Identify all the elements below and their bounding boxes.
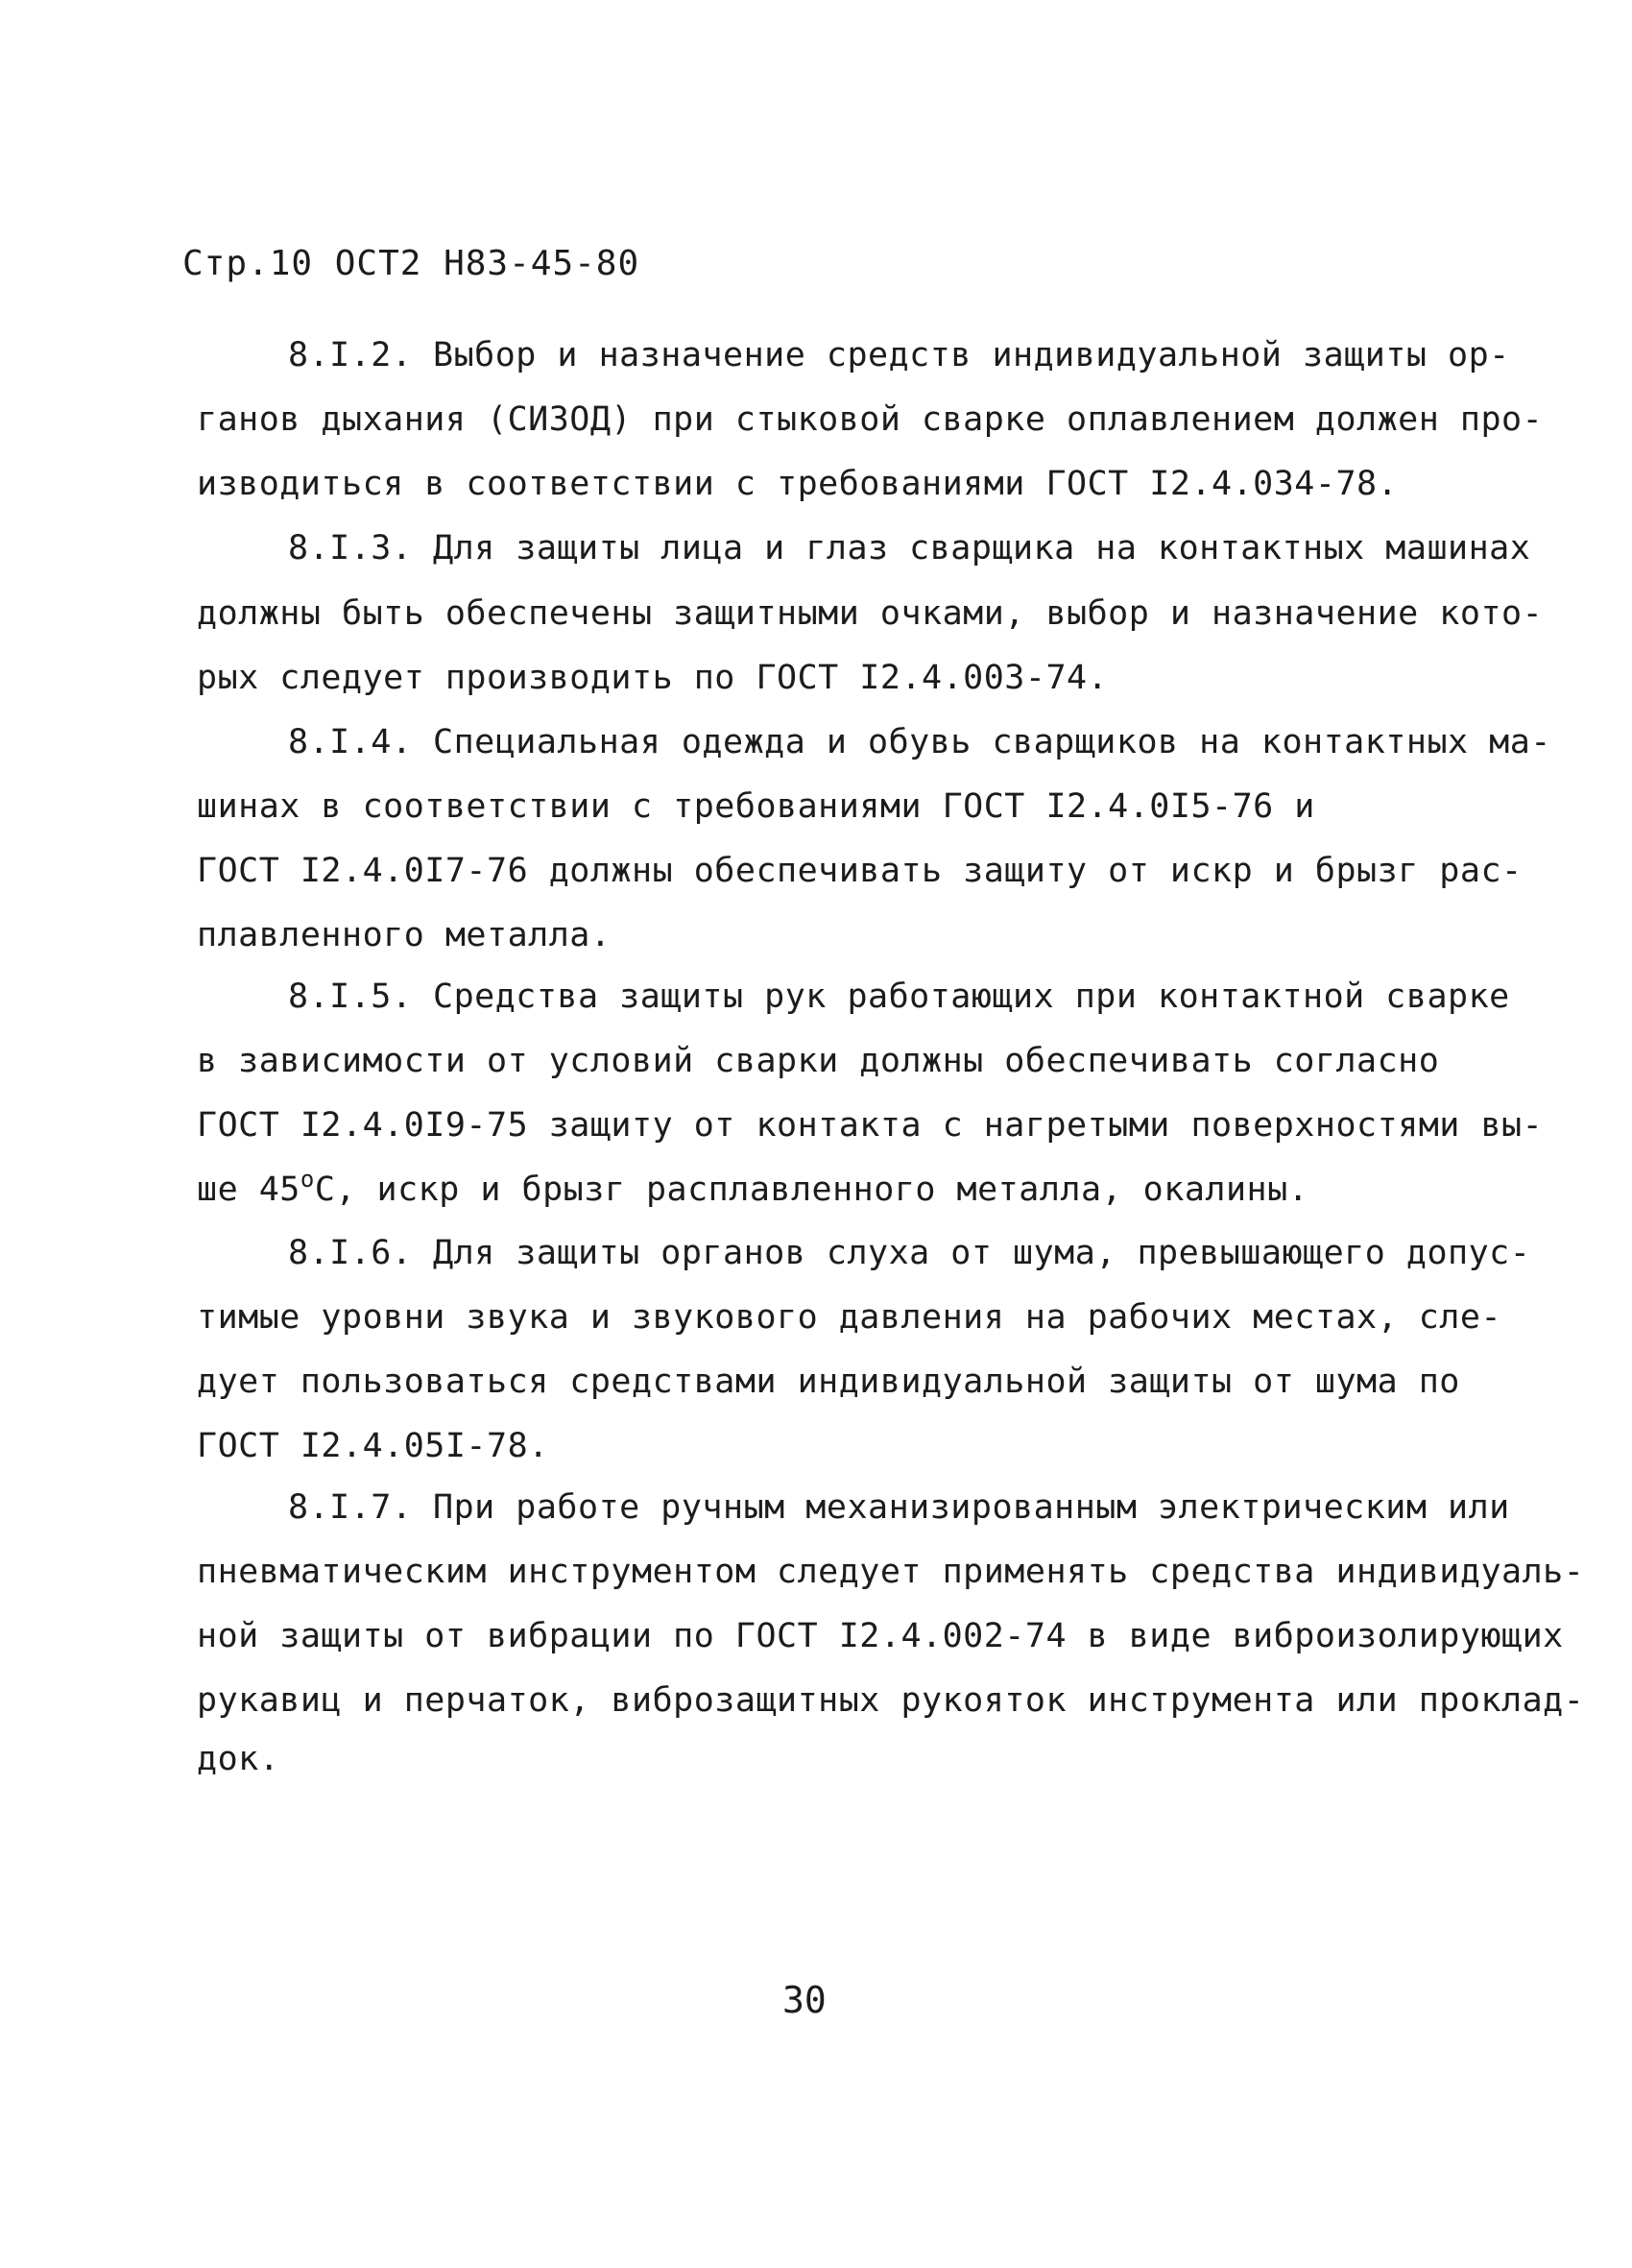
paragraph-8-1-7-line-4: рукавиц и перчаток, виброзащитных рукояток инструмента или проклад-	[197, 1681, 1585, 1720]
paragraph-8-1-5-line-4-start: ше 45	[197, 1170, 300, 1209]
paragraph-8-1-5-line-1: 8.I.5. Средства защиты рук работающих при контактной сварке	[288, 977, 1510, 1016]
paragraph-8-1-6-line-1: 8.I.6. Для защиты органов слуха от шума, превышающего допус-	[288, 1234, 1531, 1272]
paragraph-8-1-5-line-4-end: С, искр и брызг расплавленного металла, окалины.	[314, 1170, 1309, 1209]
paragraph-8-1-4-line-4: плавленного металла.	[197, 916, 612, 954]
paragraph-8-1-4-line-2: шинах в соответствии с требованиями ГОСТ I2.4.0I5-76 и	[197, 787, 1315, 826]
paragraph-8-1-5-line-4	[197, 1166, 1308, 1214]
paragraph-8-1-6-line-4: ГОСТ I2.4.05I-78.	[197, 1427, 549, 1465]
paragraph-8-1-5-line-2: в зависимости от условий сварки должны обеспечивать согласно	[197, 1042, 1440, 1080]
paragraph-8-1-6-line-2: тимые уровни звука и звукового давления на рабочих местах, сле-	[197, 1298, 1502, 1337]
paragraph-8-1-3-line-1: 8.I.3. Для защиты лица и глаз сварщика на контактных машинах	[288, 529, 1531, 567]
paragraph-8-1-3-line-2: должны быть обеспечены защитными очками, выбор и назначение кото-	[197, 594, 1544, 633]
paragraph-8-1-2-line-1: 8.I.2. Выбор и назначение средств индивидуальной защиты ор-	[288, 336, 1510, 374]
paragraph-8-1-2-line-3: изводиться в соответствии с требованиями ГОСТ I2.4.034-78.	[197, 465, 1399, 503]
page-header: Стр.10 ОСТ2 Н83-45-80	[182, 244, 640, 283]
paragraph-8-1-4-line-1: 8.I.4. Специальная одежда и обувь сварщиков на контактных ма-	[288, 723, 1551, 761]
paragraph-8-1-5-line-3: ГОСТ I2.4.0I9-75 защиту от контакта с нагретыми поверхностями вы-	[197, 1106, 1544, 1145]
paragraph-8-1-2-line-2: ганов дыхания (СИЗОД) при стыковой сварке оплавлением должен про-	[197, 400, 1544, 439]
paragraph-8-1-7-line-1: 8.I.7. При работе ручным механизированным электрическим или	[288, 1488, 1510, 1527]
degree-superscript: о	[300, 1166, 315, 1193]
page-number: 30	[782, 1979, 827, 2021]
paragraph-8-1-3-line-3: рых следует производить по ГОСТ I2.4.003-74.	[197, 659, 1109, 697]
paragraph-8-1-4-line-3: ГОСТ I2.4.0I7-76 должны обеспечивать защиту от искр и брызг рас-	[197, 852, 1523, 890]
paragraph-8-1-7-line-5: док.	[197, 1740, 280, 1778]
paragraph-8-1-7-line-2: пневматическим инструментом следует применять средства индивидуаль-	[197, 1553, 1585, 1591]
paragraph-8-1-6-line-3: дует пользоваться средствами индивидуальной защиты от шума по	[197, 1363, 1460, 1401]
paragraph-8-1-7-line-3: ной защиты от вибрации по ГОСТ I2.4.002-74 в виде виброизолирующих	[197, 1617, 1564, 1655]
